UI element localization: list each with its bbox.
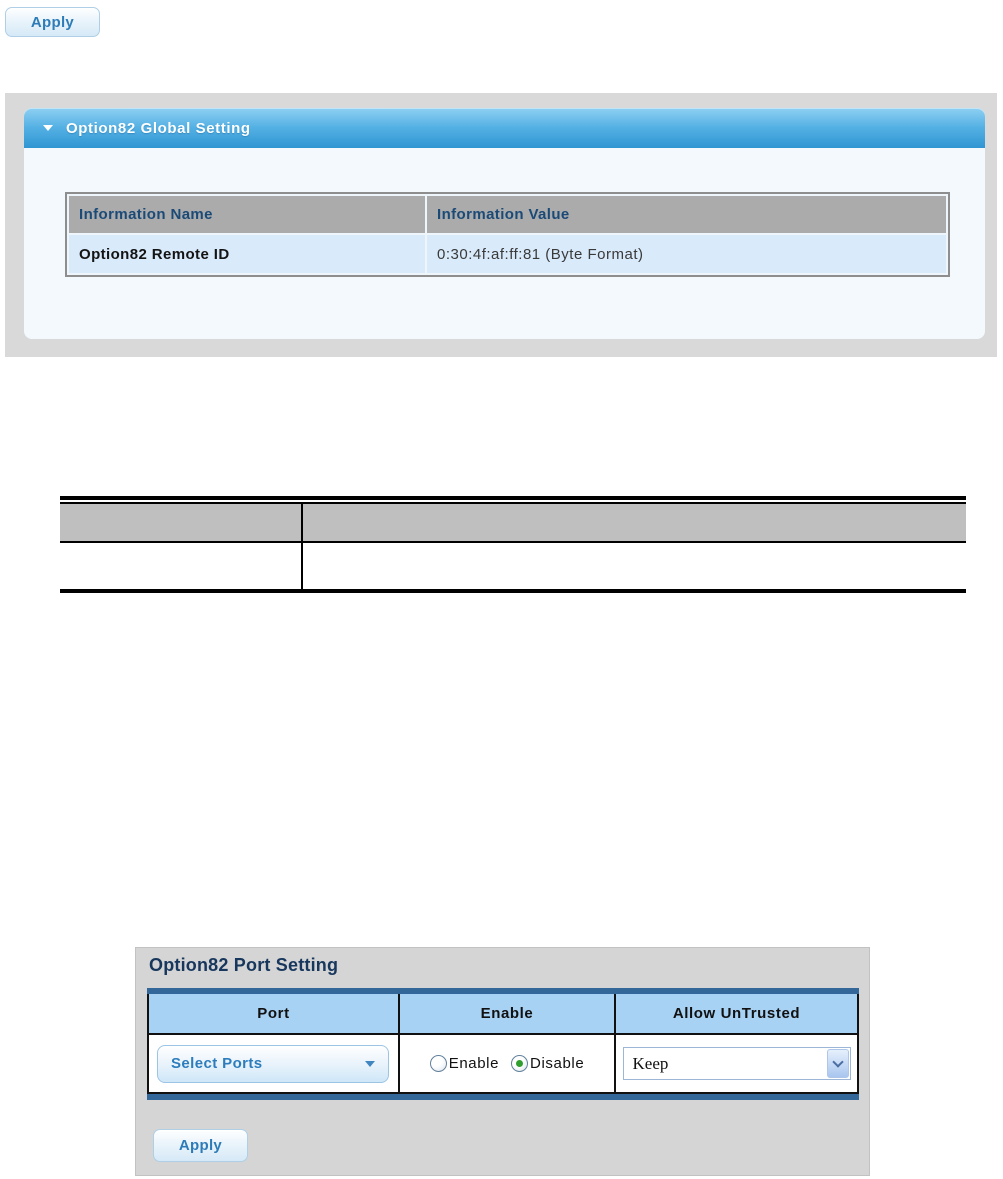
select-ports-label: Select Ports — [171, 1055, 263, 1072]
enable-radio-group — [400, 1055, 614, 1072]
information-table — [65, 192, 950, 277]
body-cell-1 — [60, 543, 301, 589]
allow-untrusted-selected-value: Keep — [632, 1053, 669, 1073]
header-cell-2 — [303, 504, 966, 541]
info-name-cell: Option82 Remote ID — [69, 235, 425, 273]
chevron-down-icon — [832, 1056, 843, 1067]
panel-title: Option82 Port Setting — [149, 955, 339, 975]
port-table-body-row — [147, 1035, 859, 1092]
panel-title: Option82 Global Setting — [66, 119, 251, 137]
port-cell — [149, 1035, 398, 1092]
select-ports-dropdown[interactable] — [157, 1045, 389, 1083]
collapse-arrow-icon — [43, 125, 53, 131]
table-row — [69, 235, 946, 273]
table-bottom-rule — [60, 589, 966, 593]
header-cell-1 — [60, 504, 301, 541]
option82-global-setting-header[interactable] — [24, 108, 985, 148]
enable-radio-option[interactable] — [430, 1055, 499, 1072]
disable-radio-label: Disable — [530, 1055, 585, 1072]
page-background-strip — [5, 93, 997, 357]
allow-untrusted-select[interactable] — [623, 1047, 851, 1080]
column-header-information-value: Information Value — [427, 196, 946, 233]
enable-cell — [398, 1035, 614, 1092]
column-header-information-name: Information Name — [69, 196, 425, 233]
disable-radio-option[interactable] — [511, 1055, 584, 1072]
port-table-header-row — [147, 994, 859, 1033]
body-cell-2 — [303, 543, 966, 589]
apply-button-top[interactable]: Apply — [5, 7, 100, 37]
column-header-enable: Enable — [398, 994, 614, 1033]
radio-checked-icon — [511, 1055, 528, 1072]
option82-port-setting-panel — [135, 947, 870, 1176]
column-header-port: Port — [257, 1005, 290, 1022]
apply-button-bottom[interactable]: Apply — [153, 1129, 248, 1162]
document-table-header-row — [60, 504, 966, 541]
port-setting-table — [147, 988, 859, 1100]
allow-untrusted-cell — [614, 1035, 857, 1092]
select-arrow-button — [827, 1049, 849, 1078]
radio-unchecked-icon — [430, 1055, 447, 1072]
enable-radio-label: Enable — [448, 1055, 500, 1072]
chevron-down-icon — [365, 1061, 375, 1067]
document-table-body-row — [60, 543, 966, 589]
table-bottom-bar — [147, 1094, 859, 1100]
option82-global-setting-panel — [24, 108, 985, 339]
column-header-allow-untrusted: Allow UnTrusted — [614, 994, 857, 1033]
table-header-row — [69, 196, 946, 233]
document-table — [60, 496, 966, 593]
info-value-cell: 0:30:4f:af:ff:81 (Byte Format) — [427, 235, 946, 273]
